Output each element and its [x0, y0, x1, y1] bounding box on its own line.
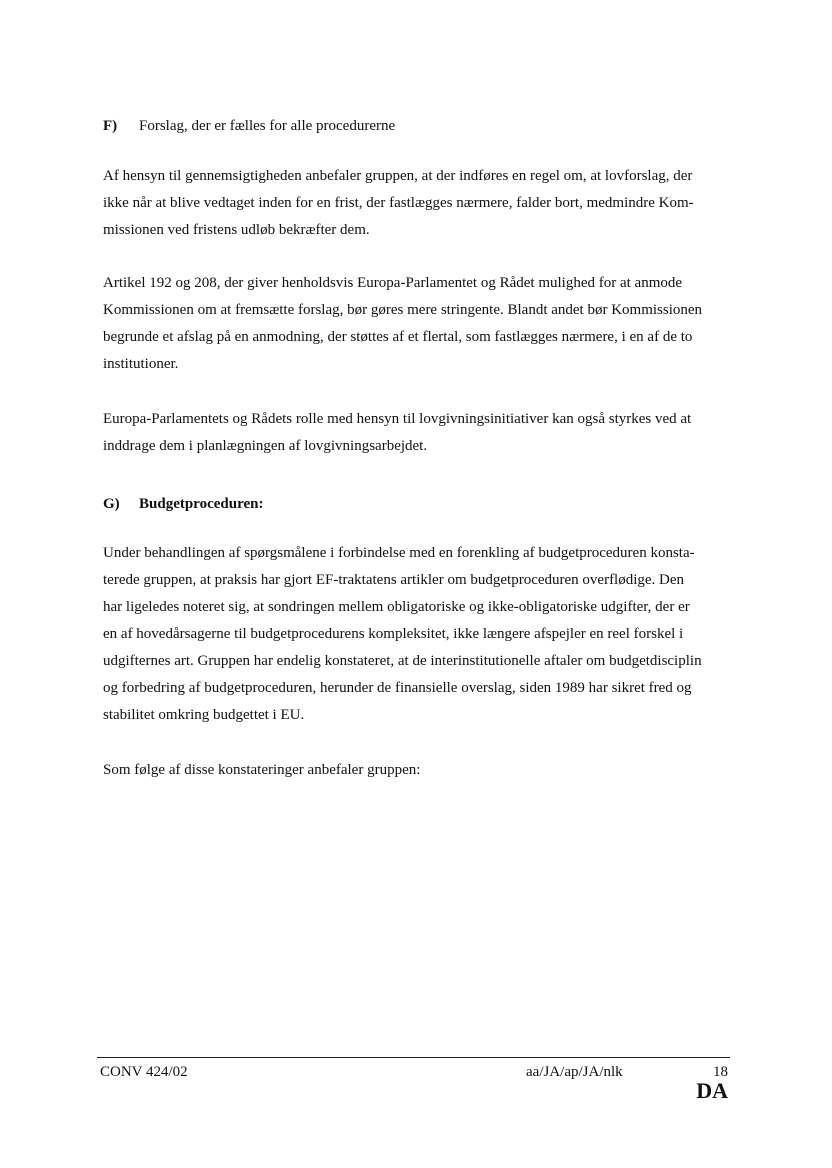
paragraph-3 [103, 406, 733, 460]
footer-language-code: DA [696, 1078, 728, 1103]
paragraph-line: terede gruppen, at praksis har gjort EF-traktatens artikler om budgetproceduren overflødige. Den [103, 572, 685, 588]
paragraph-line: en af hovedårsagerne til budgetprocedurens kompleksitet, ikke længere afspejler en reel forskel i [103, 626, 684, 642]
paragraph-line: har ligeledes noteret sig, at sondringen mellem obligatoriske og ikke-obligatoriske udgifter, der er [103, 599, 690, 615]
footer-page-number: 18 [713, 1064, 728, 1080]
paragraph-line: Artikel 192 og 208, der giver henholdsvis Europa-Parlamentet og Rådet mulighed for at anmode [103, 275, 683, 291]
paragraph-line: begrunde et afslag på en anmodning, der støttes af et flertal, som fastlægges nærmere, i en af de to [103, 329, 693, 345]
paragraph-line: Under behandlingen af spørgsmålene i forbindelse med en forenkling af budgetproceduren konsta- [103, 545, 695, 561]
paragraph-line: stabilitet omkring budgettet i EU. [103, 707, 305, 723]
paragraph-line: Som følge af disse konstateringer anbefaler gruppen: [103, 762, 421, 778]
paragraph-4 [103, 540, 733, 729]
footer-doc-ref: CONV 424/02 [100, 1064, 188, 1080]
section-g-letter: G) [103, 496, 120, 512]
paragraph-line: missionen ved fristens udløb bekræfter dem. [103, 222, 370, 238]
paragraph-line: Af hensyn til gennemsigtigheden anbefaler gruppen, at der indføres en regel om, at lovforslag, der [103, 168, 693, 184]
paragraph-line: udgifternes art. Gruppen har endelig konstateret, at de interinstitutionelle aftaler om budgetdisciplin [103, 653, 702, 669]
paragraph-line: Europa-Parlamentets og Rådets rolle med hensyn til lovgivningsinitiativer kan også styrkes ved at [103, 411, 692, 427]
paragraph-1 [103, 163, 733, 244]
section-g-heading [103, 494, 263, 514]
section-f-title: Forslag, der er fælles for alle procedurerne [139, 118, 396, 134]
section-f-heading [103, 116, 395, 136]
footer-divider [97, 1057, 730, 1058]
paragraph-line: ikke når at blive vedtaget inden for en frist, der fastlægges nærmere, falder bort, medmindre Kom- [103, 195, 694, 211]
paragraph-line: institutioner. [103, 356, 179, 372]
paragraph-line: Kommissionen om at fremsætte forslag, bør gøres mere stringente. Blandt andet bør Kommissionen [103, 302, 703, 318]
section-f-letter: F) [103, 118, 118, 134]
paragraph-2 [103, 270, 733, 378]
paragraph-line: og forbedring af budgetproceduren, herunder de finansielle overslag, siden 1989 har sikret fred og [103, 680, 692, 696]
footer-initials: aa/JA/ap/JA/nlk [526, 1064, 623, 1080]
paragraph-line: inddrage dem i planlægningen af lovgivningsarbejdet. [103, 438, 428, 454]
paragraph-5 [103, 757, 733, 784]
section-g-title: Budgetproceduren: [139, 496, 264, 512]
